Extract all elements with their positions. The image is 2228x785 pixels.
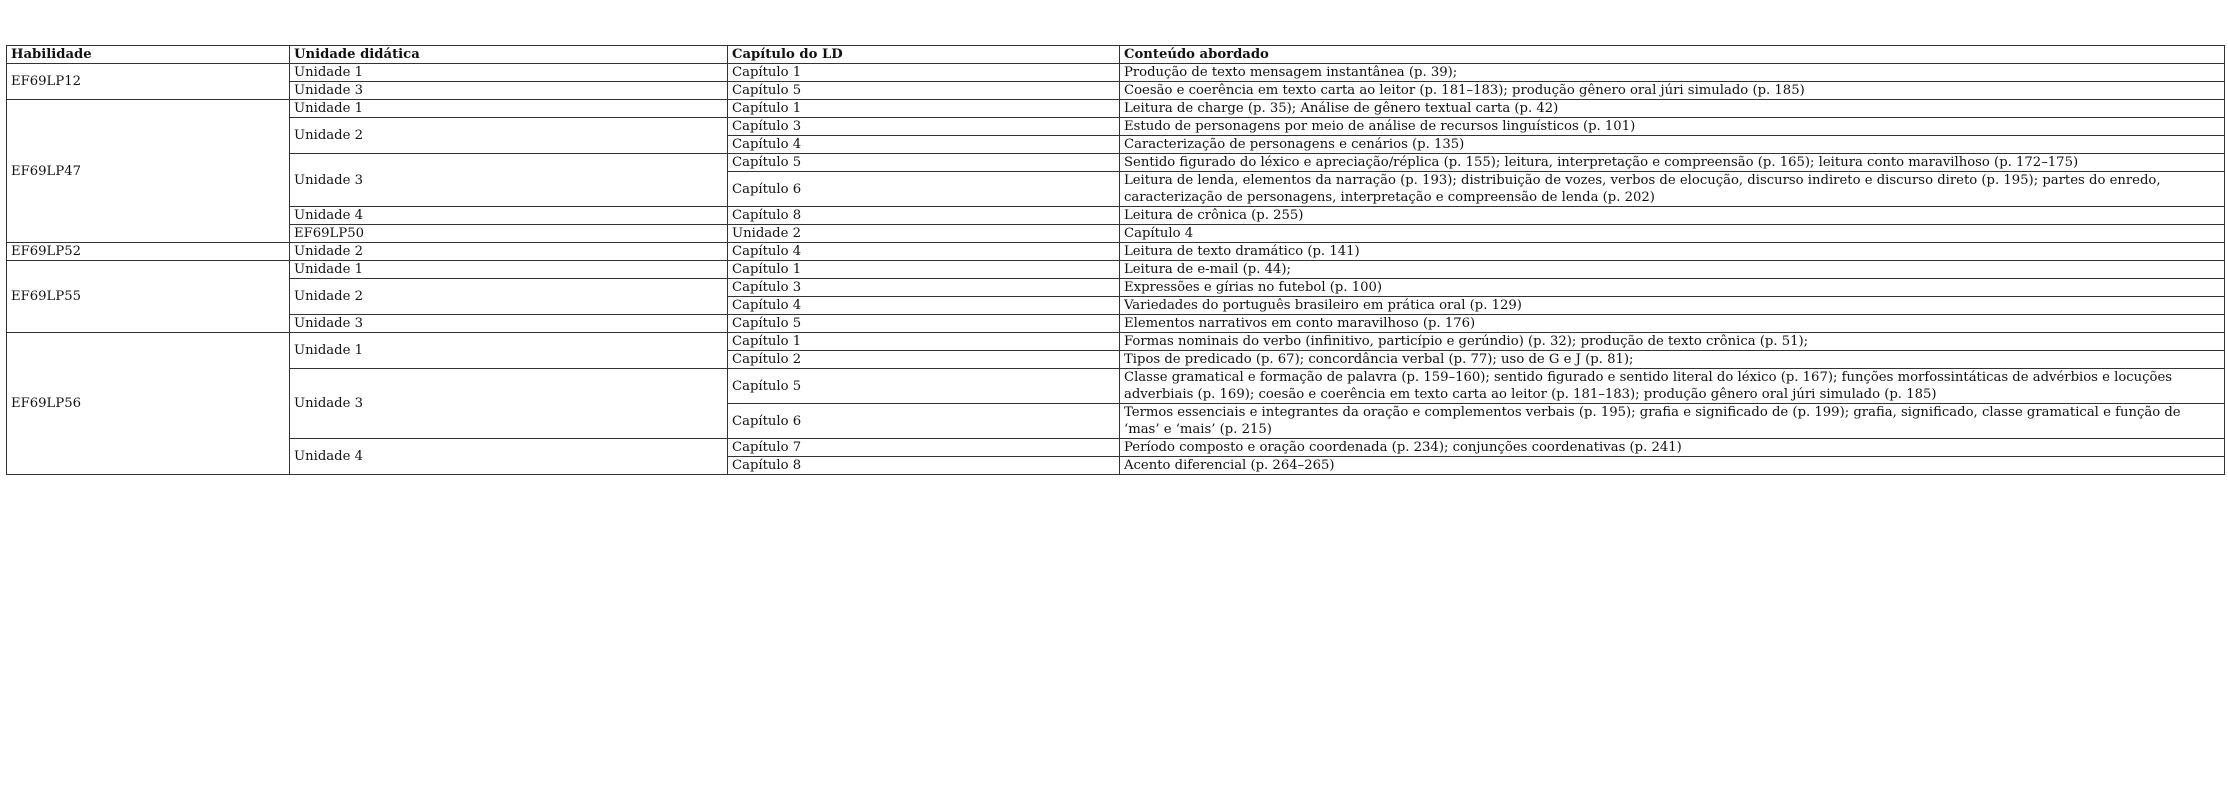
capitulo-cell: Capítulo 1 xyxy=(728,333,1120,351)
unidade-cell: Unidade 3 xyxy=(290,315,728,333)
conteudo-cell: Caracterização de personagens e cenários (p. 135) xyxy=(1120,136,2225,154)
conteudo-cell: Coesão e coerência em texto carta ao leitor (p. 181–183); produção gênero oral júri simulado (p. 185) xyxy=(1120,82,2225,100)
header-conteudo: Conteúdo abordado xyxy=(1120,46,2225,64)
conteudo-cell: Leitura de texto dramático (p. 141) xyxy=(1120,243,2225,261)
capitulo-cell: Capítulo 8 xyxy=(728,207,1120,225)
capitulo-cell: Capítulo 3 xyxy=(728,118,1120,136)
capitulo-cell: Capítulo 8 xyxy=(728,457,1120,475)
capitulo-cell: Capítulo 4 xyxy=(728,297,1120,315)
capitulo-cell: Capítulo 6 xyxy=(728,404,1120,439)
table-row xyxy=(7,333,2225,351)
conteudo-cell: Leitura de charge (p. 35); Análise de gênero textual carta (p. 42) xyxy=(1120,100,2225,118)
conteudo-cell: Termos essenciais e integrantes da oração e complementos verbais (p. 195); grafia e significado de (p. 199); grafia, significado, classe gramatical e função de ‘mas’ e ‘mais’ (p. 215) xyxy=(1120,404,2225,439)
table-row xyxy=(7,243,2225,261)
habilidade-cell: EF69LP56 xyxy=(7,333,290,475)
conteudo-cell: Sentido figurado do léxico e apreciação/réplica (p. 155); leitura, interpretação e compreensão (p. 165); leitura conto maravilhoso (p. 172–175) xyxy=(1120,154,2225,172)
conteudo-cell: Leitura de crônica (p. 255) xyxy=(1120,207,2225,225)
capitulo-cell: Capítulo 4 xyxy=(728,243,1120,261)
unidade-cell: Unidade 3 xyxy=(290,154,728,207)
capitulo-cell: Capítulo 1 xyxy=(728,64,1120,82)
habilidade-cell: EF69LP47 xyxy=(7,100,290,243)
capitulo-cell: Capítulo 3 xyxy=(728,279,1120,297)
unidade-cell: Unidade 3 xyxy=(290,82,728,100)
table-row xyxy=(7,315,2225,333)
table-row xyxy=(7,225,2225,243)
table-row xyxy=(7,154,2225,172)
table-row xyxy=(7,279,2225,297)
table-row xyxy=(7,118,2225,136)
conteudo-cell: Classe gramatical e formação de palavra (p. 159–160); sentido figurado e sentido literal do léxico (p. 167); funções morfossintáticas de advérbios e locuções adverbiais (p. 169); coesão e coerência em texto carta ao leitor (p. 181–183); produção gênero oral júri simulado (p. 185) xyxy=(1120,369,2225,404)
capitulo-cell: Capítulo 5 xyxy=(728,154,1120,172)
header-habilidade: Habilidade xyxy=(7,46,290,64)
unidade-cell: Unidade 2 xyxy=(728,225,1120,243)
unidade-cell: Unidade 1 xyxy=(290,261,728,279)
table-row xyxy=(7,439,2225,457)
capitulo-cell: Capítulo 4 xyxy=(1120,225,2225,243)
header-unidade: Unidade didática xyxy=(290,46,728,64)
table-row xyxy=(7,261,2225,279)
habilidade-cell: EF69LP55 xyxy=(7,261,290,333)
conteudo-cell: Leitura de lenda, elementos da narração (p. 193); distribuição de vozes, verbos de elocução, discurso indireto e discurso direto (p. 195); partes do enredo, caracterização de personagens, interpretação e compreensão de lenda (p. 202) xyxy=(1120,172,2225,207)
habilidade-cell: EF69LP12 xyxy=(7,64,290,100)
unidade-cell: Unidade 4 xyxy=(290,439,728,475)
table-row xyxy=(7,207,2225,225)
unidade-cell: Unidade 1 xyxy=(290,333,728,369)
conteudo-cell: Tipos de predicado (p. 67); concordância verbal (p. 77); uso de G e J (p. 81); xyxy=(1120,351,2225,369)
capitulo-cell: Capítulo 1 xyxy=(728,100,1120,118)
capitulo-cell: Capítulo 6 xyxy=(728,172,1120,207)
capitulo-cell: Capítulo 5 xyxy=(728,315,1120,333)
table-row xyxy=(7,82,2225,100)
conteudo-cell: Formas nominais do verbo (infinitivo, particípio e gerúndio) (p. 32); produção de texto crônica (p. 51); xyxy=(1120,333,2225,351)
header-row xyxy=(7,46,2225,64)
conteudo-cell: Leitura de e-mail (p. 44); xyxy=(1120,261,2225,279)
capitulo-cell: Capítulo 2 xyxy=(728,351,1120,369)
capitulo-cell: Capítulo 5 xyxy=(728,369,1120,404)
unidade-cell: Unidade 1 xyxy=(290,64,728,82)
capitulo-cell: Capítulo 7 xyxy=(728,439,1120,457)
curriculum-table xyxy=(6,45,2225,475)
header-capitulo: Capítulo do LD xyxy=(728,46,1120,64)
capitulo-cell: Capítulo 1 xyxy=(728,261,1120,279)
unidade-cell: Unidade 2 xyxy=(290,243,728,261)
habilidade-cell: EF69LP50 xyxy=(290,225,728,243)
conteudo-cell: Variedades do português brasileiro em prática oral (p. 129) xyxy=(1120,297,2225,315)
unidade-cell: Unidade 2 xyxy=(290,279,728,315)
conteudo-cell: Produção de texto mensagem instantânea (p. 39); xyxy=(1120,64,2225,82)
conteudo-cell: Acento diferencial (p. 264–265) xyxy=(1120,457,2225,475)
unidade-cell: Unidade 1 xyxy=(290,100,728,118)
table-row xyxy=(7,64,2225,82)
table-row xyxy=(7,100,2225,118)
unidade-cell: Unidade 2 xyxy=(290,118,728,154)
capitulo-cell: Capítulo 5 xyxy=(728,82,1120,100)
capitulo-cell: Capítulo 4 xyxy=(728,136,1120,154)
habilidade-cell: EF69LP52 xyxy=(7,243,290,261)
table-row xyxy=(7,369,2225,404)
unidade-cell: Unidade 4 xyxy=(290,207,728,225)
conteudo-cell: Período composto e oração coordenada (p. 234); conjunções coordenativas (p. 241) xyxy=(1120,439,2225,457)
unidade-cell: Unidade 3 xyxy=(290,369,728,439)
conteudo-cell: Elementos narrativos em conto maravilhoso (p. 176) xyxy=(1120,315,2225,333)
conteudo-cell: Estudo de personagens por meio de análise de recursos linguísticos (p. 101) xyxy=(1120,118,2225,136)
conteudo-cell: Expressões e gírias no futebol (p. 100) xyxy=(1120,279,2225,297)
